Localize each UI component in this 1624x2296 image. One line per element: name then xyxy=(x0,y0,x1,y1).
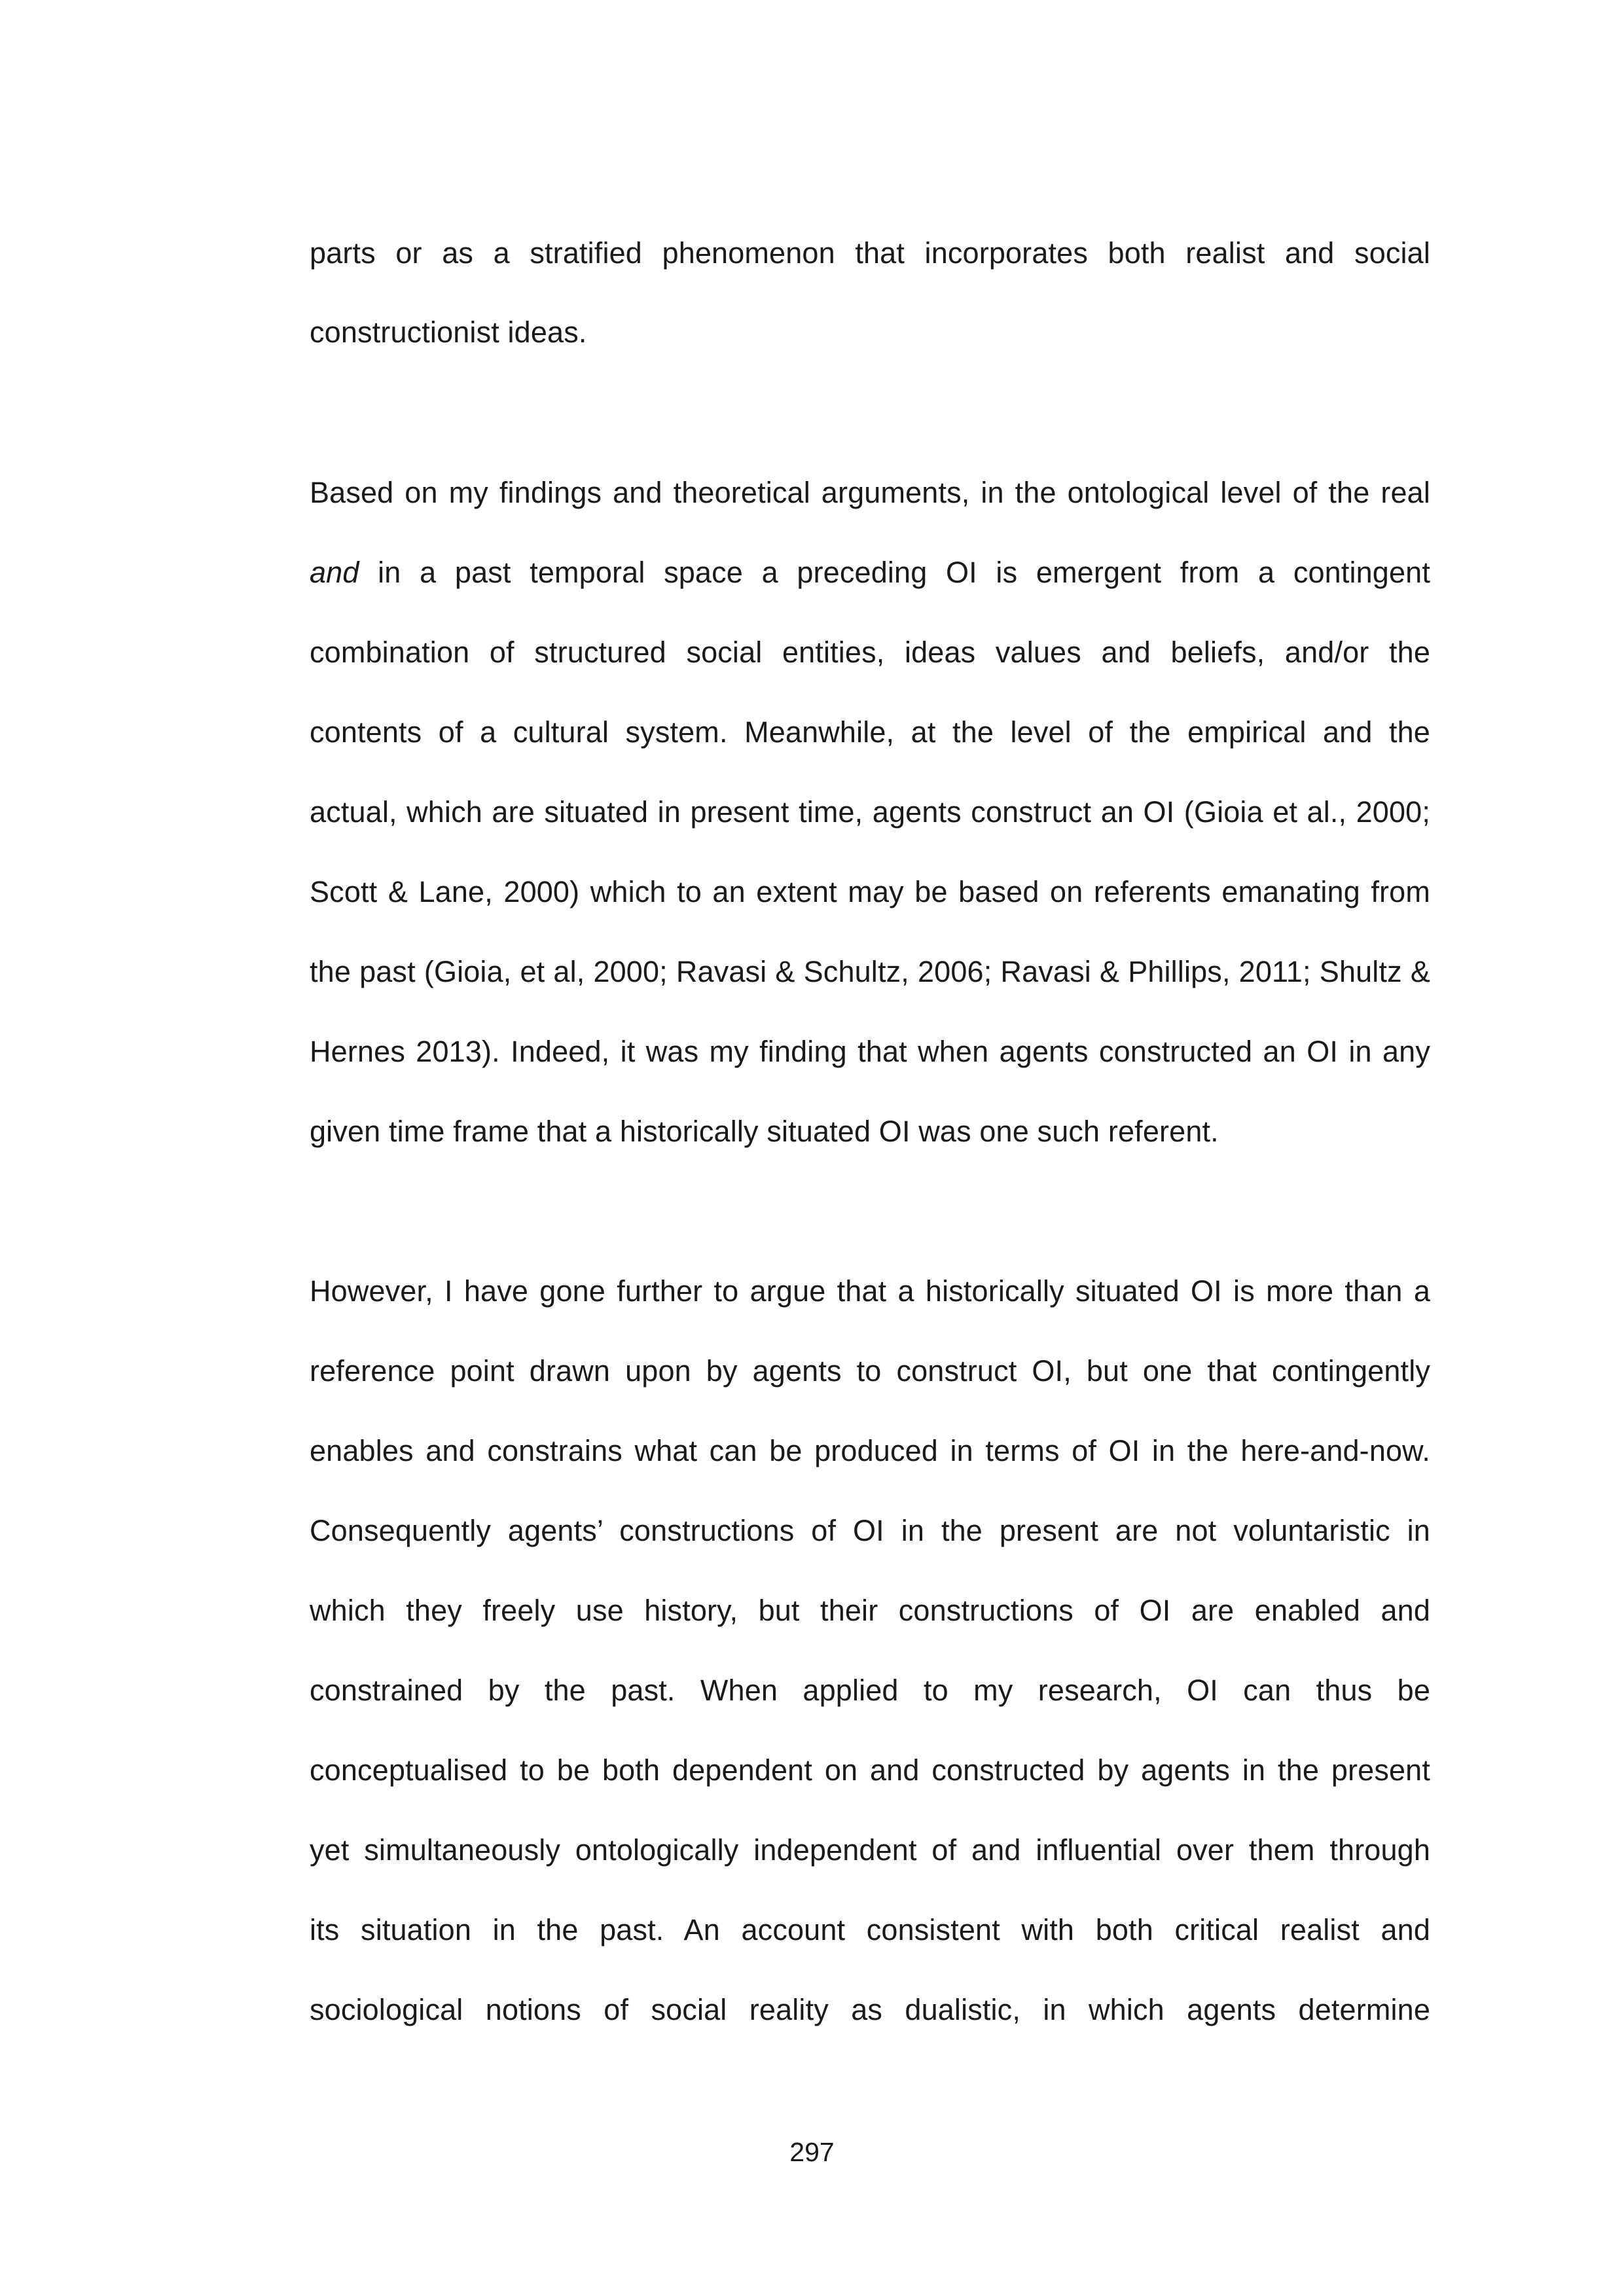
text-line: enables and constrains what can be produced in terms of OI in the here-and-now. xyxy=(310,1434,1430,1467)
text-line: Consequently agents’ constructions of OI in the present are not voluntaristic in xyxy=(310,1514,1430,1547)
text-line: constructionist ideas. xyxy=(310,315,587,349)
text-line xyxy=(310,553,1430,592)
text-line: sociological notions of social reality as dualistic, in which agents determine xyxy=(310,1993,1430,2026)
text-line: Scott & Lane, 2000) which to an extent may be based on referents emanating from xyxy=(310,875,1430,908)
text-span: in a past temporal space a preceding OI is emergent from a contingent xyxy=(359,556,1430,589)
text-line: actual, which are situated in present time, agents construct an OI (Gioia et al., 2000; xyxy=(310,795,1430,829)
text-line: conceptualised to be both dependent on and constructed by agents in the present xyxy=(310,1753,1430,1787)
text-line: Hernes 2013). Indeed, it was my finding that when agents constructed an OI in any xyxy=(310,1035,1430,1068)
text-line: combination of structured social entities, ideas values and beliefs, and/or the xyxy=(310,636,1430,669)
text-line: However, I have gone further to argue that a historically situated OI is more than a xyxy=(310,1274,1430,1308)
text-line: constrained by the past. When applied to my research, OI can thus be xyxy=(310,1674,1430,1707)
text-line: Based on my findings and theoretical arguments, in the ontological level of the real xyxy=(310,476,1430,509)
emphasis-text: and xyxy=(310,556,359,589)
text-line: contents of a cultural system. Meanwhile, at the level of the empirical and the xyxy=(310,715,1430,749)
text-line: yet simultaneously ontologically independent of and influential over them through xyxy=(310,1833,1430,1867)
text-line: given time frame that a historically situated OI was one such referent. xyxy=(310,1115,1219,1148)
text-line: reference point drawn upon by agents to construct OI, but one that contingently xyxy=(310,1354,1430,1388)
text-line: parts or as a stratified phenomenon that incorporates both realist and social xyxy=(310,236,1430,270)
text-line: which they freely use history, but their constructions of OI are enabled and xyxy=(310,1594,1430,1627)
page-number: 297 xyxy=(789,2137,835,2167)
text-line: its situation in the past. An account consistent with both critical realist and xyxy=(310,1913,1430,1946)
text-line: the past (Gioia, et al, 2000; Ravasi & Schultz, 2006; Ravasi & Phillips, 2011; Shultz & xyxy=(310,955,1430,988)
